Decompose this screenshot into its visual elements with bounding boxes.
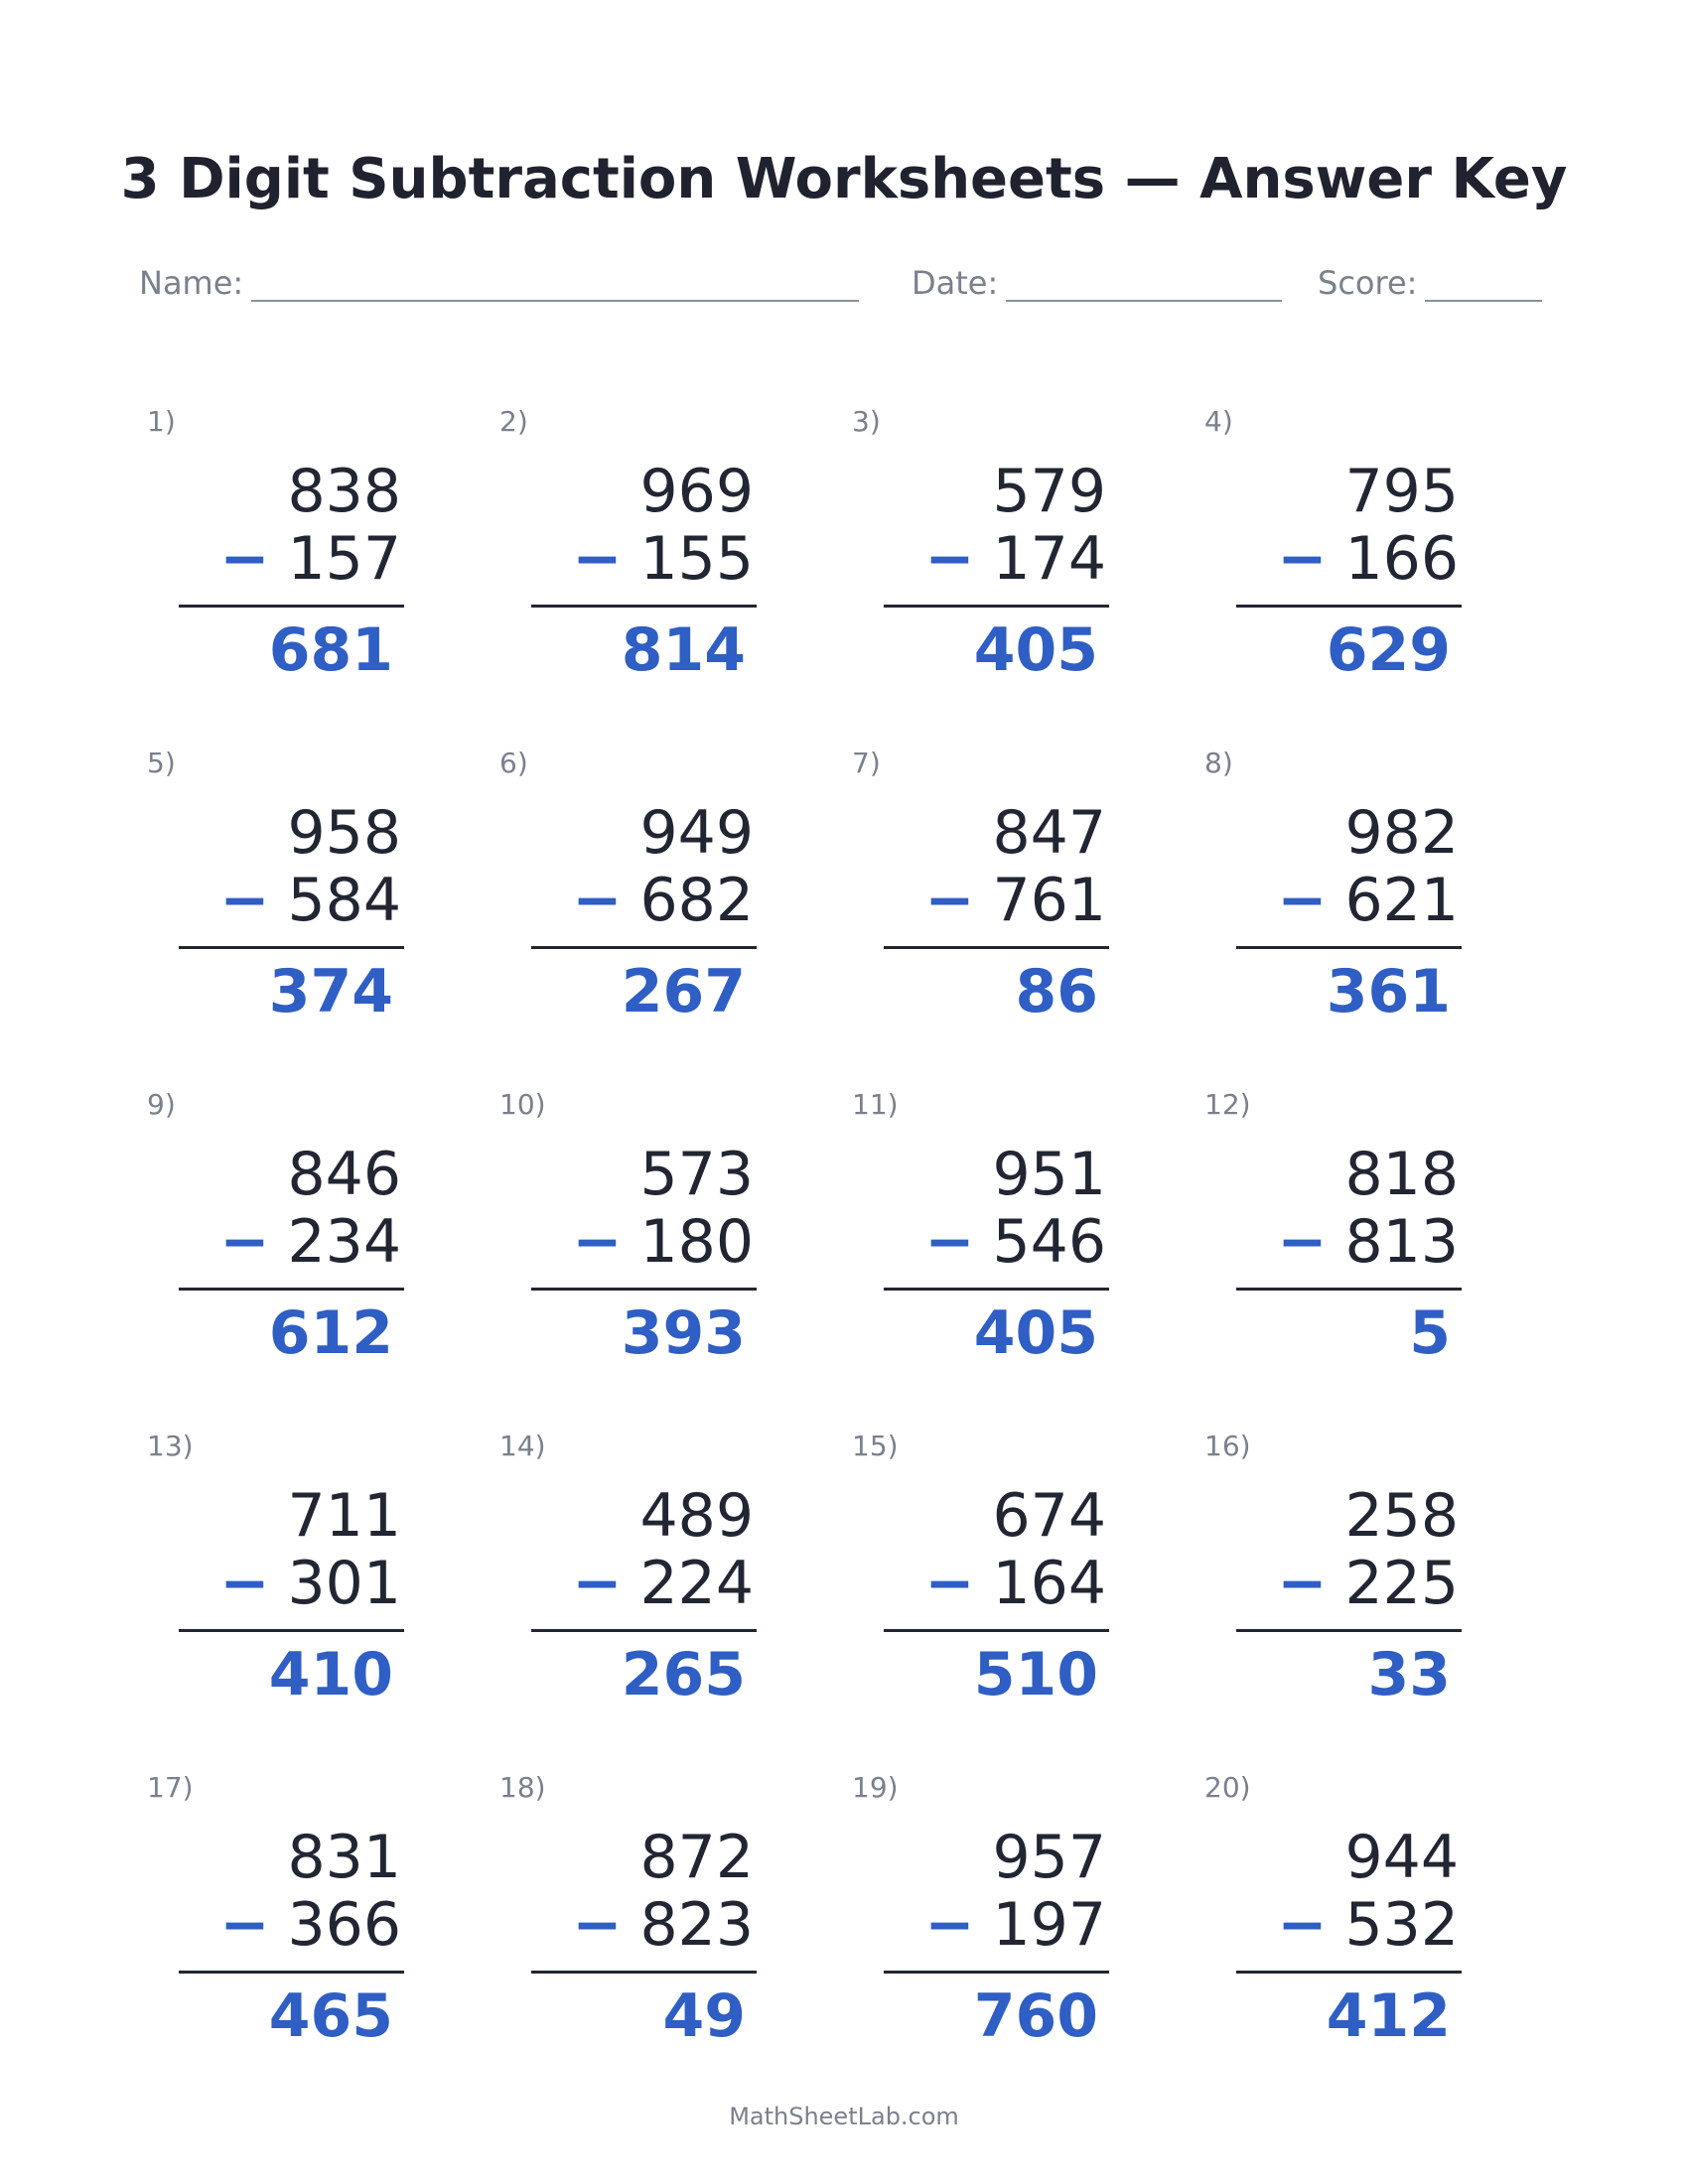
date-label: Date: bbox=[912, 264, 999, 302]
answer: 265 bbox=[621, 1640, 746, 1709]
minus-sign: − bbox=[1277, 866, 1328, 935]
subtrahend-row bbox=[219, 524, 401, 594]
problem-number: 8) bbox=[1204, 747, 1233, 779]
problem-number: 16) bbox=[1204, 1430, 1251, 1462]
problem bbox=[1196, 1088, 1494, 1386]
minuend: 258 bbox=[1344, 1481, 1459, 1551]
answer: 374 bbox=[268, 957, 393, 1026]
minus-sign: − bbox=[219, 866, 270, 935]
subtrahend-row bbox=[219, 866, 401, 935]
answer: 510 bbox=[973, 1640, 1098, 1709]
minus-sign: − bbox=[219, 1207, 270, 1277]
footer-site: MathSheetLab.com bbox=[729, 2103, 959, 2130]
problem bbox=[139, 1088, 437, 1386]
answer-rule bbox=[1236, 1629, 1462, 1632]
minuend: 674 bbox=[992, 1481, 1106, 1551]
minus-sign: − bbox=[572, 1890, 623, 1960]
answer-rule bbox=[179, 946, 404, 949]
problem-number: 12) bbox=[1204, 1088, 1251, 1121]
subtrahend: 234 bbox=[287, 1207, 401, 1277]
minus-sign: − bbox=[924, 1207, 975, 1277]
problem bbox=[844, 1088, 1142, 1386]
minuend: 957 bbox=[992, 1823, 1106, 1892]
minuend: 949 bbox=[639, 798, 754, 868]
answer: 5 bbox=[1409, 1298, 1451, 1368]
minuend: 982 bbox=[1344, 798, 1459, 868]
answer-rule bbox=[1236, 1971, 1462, 1974]
minuend: 489 bbox=[639, 1481, 754, 1551]
problem bbox=[492, 747, 789, 1044]
answer: 410 bbox=[268, 1640, 393, 1709]
problem-number: 19) bbox=[852, 1771, 899, 1804]
answer-rule bbox=[531, 605, 757, 608]
minuend: 573 bbox=[639, 1140, 754, 1209]
problem bbox=[139, 405, 437, 703]
problem bbox=[1196, 1771, 1494, 2069]
problem-number: 5) bbox=[147, 747, 176, 779]
minuend: 944 bbox=[1344, 1823, 1459, 1892]
subtrahend-row bbox=[572, 1207, 754, 1277]
answer-rule bbox=[1236, 605, 1462, 608]
answer: 33 bbox=[1367, 1640, 1451, 1709]
answer: 629 bbox=[1326, 615, 1451, 685]
minus-sign: − bbox=[924, 1890, 975, 1960]
problem-number: 3) bbox=[852, 405, 881, 438]
minus-sign: − bbox=[924, 1549, 975, 1618]
score-label: Score: bbox=[1318, 264, 1418, 302]
name-label: Name: bbox=[139, 264, 244, 302]
subtrahend-row bbox=[219, 1890, 401, 1960]
minus-sign: − bbox=[572, 1207, 623, 1277]
problem bbox=[844, 405, 1142, 703]
minus-sign: − bbox=[1277, 1207, 1328, 1277]
minuend: 847 bbox=[992, 798, 1106, 868]
subtrahend: 823 bbox=[639, 1890, 754, 1960]
subtrahend-row bbox=[572, 866, 754, 935]
subtrahend-row bbox=[1277, 1890, 1459, 1960]
subtrahend: 584 bbox=[287, 866, 401, 935]
answer-rule bbox=[531, 1629, 757, 1632]
problem bbox=[139, 747, 437, 1044]
problem-number: 10) bbox=[499, 1088, 546, 1121]
subtrahend-row bbox=[219, 1549, 401, 1618]
problem-number: 9) bbox=[147, 1088, 176, 1121]
problem bbox=[1196, 405, 1494, 703]
problem bbox=[492, 1430, 789, 1727]
minus-sign: − bbox=[572, 1549, 623, 1618]
minus-sign: − bbox=[924, 524, 975, 594]
problem bbox=[139, 1771, 437, 2069]
subtrahend: 174 bbox=[992, 524, 1106, 594]
minus-sign: − bbox=[1277, 1890, 1328, 1960]
minus-sign: − bbox=[572, 866, 623, 935]
answer-rule bbox=[179, 605, 404, 608]
minus-sign: − bbox=[1277, 524, 1328, 594]
problem bbox=[844, 747, 1142, 1044]
answer-rule bbox=[179, 1971, 404, 1974]
answer: 49 bbox=[662, 1981, 746, 2051]
answer-rule bbox=[179, 1288, 404, 1291]
subtrahend-row bbox=[924, 524, 1106, 594]
answer-rule bbox=[884, 946, 1109, 949]
minuend: 831 bbox=[287, 1823, 401, 1892]
answer: 465 bbox=[268, 1981, 393, 2051]
answer-rule bbox=[884, 605, 1109, 608]
minuend: 579 bbox=[992, 457, 1106, 526]
answer: 405 bbox=[973, 615, 1098, 685]
minuend: 958 bbox=[287, 798, 401, 868]
minuend: 838 bbox=[287, 457, 401, 526]
subtrahend: 157 bbox=[287, 524, 401, 594]
answer: 681 bbox=[268, 615, 393, 685]
answer: 361 bbox=[1326, 957, 1451, 1026]
minuend: 969 bbox=[639, 457, 754, 526]
problem-number: 2) bbox=[499, 405, 528, 438]
subtrahend: 197 bbox=[992, 1890, 1106, 1960]
subtrahend-row bbox=[1277, 524, 1459, 594]
subtrahend-row bbox=[572, 1549, 754, 1618]
problem-number: 13) bbox=[147, 1430, 194, 1462]
answer: 405 bbox=[973, 1298, 1098, 1368]
problem-number: 1) bbox=[147, 405, 176, 438]
problem-number: 6) bbox=[499, 747, 528, 779]
problem bbox=[492, 405, 789, 703]
subtrahend: 761 bbox=[992, 866, 1106, 935]
minus-sign: − bbox=[219, 1890, 270, 1960]
subtrahend-row bbox=[1277, 866, 1459, 935]
minus-sign: − bbox=[219, 1549, 270, 1618]
minus-sign: − bbox=[924, 866, 975, 935]
problem bbox=[844, 1430, 1142, 1727]
answer-rule bbox=[884, 1629, 1109, 1632]
minus-sign: − bbox=[572, 524, 623, 594]
answer-rule bbox=[884, 1288, 1109, 1291]
subtrahend: 166 bbox=[1344, 524, 1459, 594]
problem-number: 7) bbox=[852, 747, 881, 779]
problem bbox=[844, 1771, 1142, 2069]
answer: 86 bbox=[1015, 957, 1098, 1026]
subtrahend: 180 bbox=[639, 1207, 754, 1277]
problem bbox=[1196, 747, 1494, 1044]
subtrahend-row bbox=[572, 1890, 754, 1960]
minuend: 711 bbox=[287, 1481, 401, 1551]
minuend: 846 bbox=[287, 1140, 401, 1209]
problem-number: 15) bbox=[852, 1430, 899, 1462]
answer-rule bbox=[531, 946, 757, 949]
answer-rule bbox=[531, 1971, 757, 1974]
subtrahend-row bbox=[572, 524, 754, 594]
subtrahend: 532 bbox=[1344, 1890, 1459, 1960]
subtrahend-row bbox=[219, 1207, 401, 1277]
minus-sign: − bbox=[1277, 1549, 1328, 1618]
answer-rule bbox=[531, 1288, 757, 1291]
answer: 814 bbox=[621, 615, 746, 685]
answer-rule bbox=[884, 1971, 1109, 1974]
minuend: 818 bbox=[1344, 1140, 1459, 1209]
problem-number: 4) bbox=[1204, 405, 1233, 438]
subtrahend-row bbox=[924, 866, 1106, 935]
subtrahend: 155 bbox=[639, 524, 754, 594]
subtrahend: 682 bbox=[639, 866, 754, 935]
answer: 267 bbox=[621, 957, 746, 1026]
subtrahend-row bbox=[924, 1549, 1106, 1618]
page-title: 3 Digit Subtraction Worksheets — Answer Key bbox=[120, 147, 1568, 211]
subtrahend: 621 bbox=[1344, 866, 1459, 935]
problem bbox=[492, 1771, 789, 2069]
subtrahend: 225 bbox=[1344, 1549, 1459, 1618]
subtrahend: 366 bbox=[287, 1890, 401, 1960]
problem bbox=[492, 1088, 789, 1386]
answer: 760 bbox=[973, 1981, 1098, 2051]
minuend: 872 bbox=[639, 1823, 754, 1892]
subtrahend: 164 bbox=[992, 1549, 1106, 1618]
answer: 412 bbox=[1326, 1981, 1451, 2051]
answer-rule bbox=[1236, 946, 1462, 949]
problem-number: 14) bbox=[499, 1430, 546, 1462]
problem-number: 20) bbox=[1204, 1771, 1251, 1804]
answer-rule bbox=[179, 1629, 404, 1632]
answer: 612 bbox=[268, 1298, 393, 1368]
problem-number: 11) bbox=[852, 1088, 899, 1121]
subtrahend: 224 bbox=[639, 1549, 754, 1618]
answer-rule bbox=[1236, 1288, 1462, 1291]
problem bbox=[139, 1430, 437, 1727]
subtrahend-row bbox=[924, 1890, 1106, 1960]
answer: 393 bbox=[621, 1298, 746, 1368]
subtrahend-row bbox=[1277, 1207, 1459, 1277]
problem bbox=[1196, 1430, 1494, 1727]
subtrahend: 813 bbox=[1344, 1207, 1459, 1277]
problem-number: 18) bbox=[499, 1771, 546, 1804]
subtrahend-row bbox=[924, 1207, 1106, 1277]
minuend: 951 bbox=[992, 1140, 1106, 1209]
subtrahend: 546 bbox=[992, 1207, 1106, 1277]
subtrahend: 301 bbox=[287, 1549, 401, 1618]
problem-number: 17) bbox=[147, 1771, 194, 1804]
minuend: 795 bbox=[1344, 457, 1459, 526]
subtrahend-row bbox=[1277, 1549, 1459, 1618]
minus-sign: − bbox=[219, 524, 270, 594]
